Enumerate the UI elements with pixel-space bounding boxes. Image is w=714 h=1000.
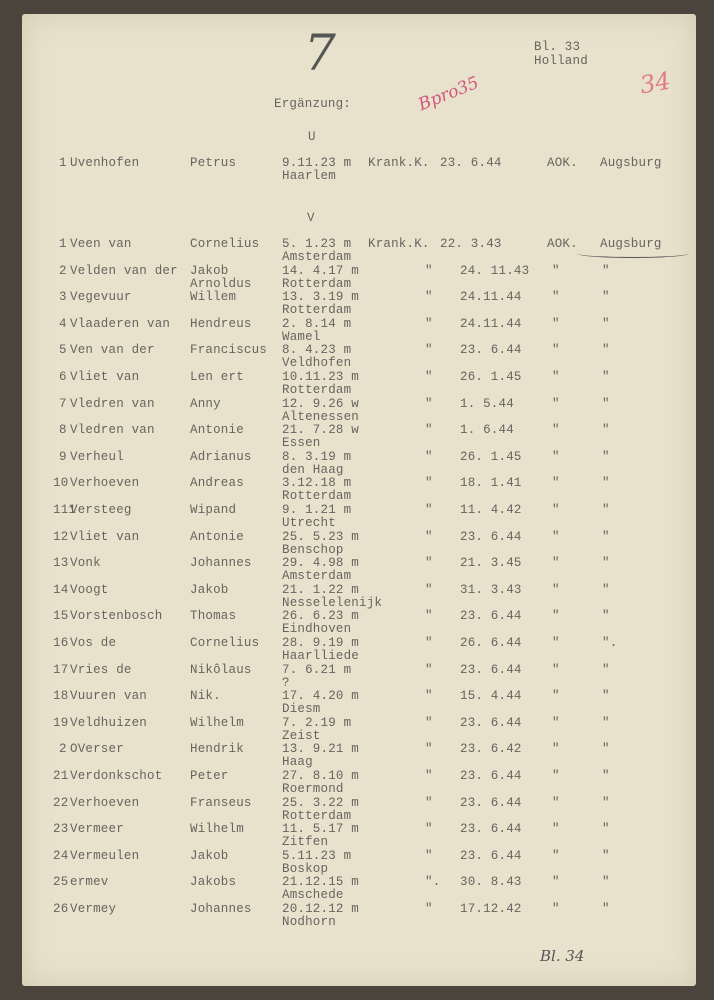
status: " xyxy=(425,397,433,411)
date: 18. 1.41 xyxy=(460,476,522,490)
surname: Voogt xyxy=(70,583,109,597)
status: " xyxy=(425,663,433,677)
surname: Verhoeven xyxy=(70,796,140,810)
row-number: 26 xyxy=(53,902,69,916)
surname: Veen van xyxy=(70,237,132,251)
unit: " xyxy=(552,716,560,730)
table-row xyxy=(22,424,696,450)
unit: " xyxy=(552,796,560,810)
city: " xyxy=(602,503,610,517)
unit: " xyxy=(552,556,560,570)
birth-place: Zitfen xyxy=(282,835,329,849)
birth-place: Essen xyxy=(282,436,321,450)
birth-place: Nesselelenijk xyxy=(282,596,383,610)
surname: Vliet van xyxy=(70,370,140,384)
surname: Vermeulen xyxy=(70,849,140,863)
city: " xyxy=(602,290,610,304)
unit: " xyxy=(552,476,560,490)
first-name: Petrus xyxy=(190,156,237,170)
city: " xyxy=(602,476,610,490)
birth-date: 26. 6.23 m xyxy=(282,609,360,623)
unit: AOK. xyxy=(547,237,578,251)
surname: Vegevuur xyxy=(70,290,132,304)
table-row xyxy=(22,265,696,291)
birth-place: Amsterdam xyxy=(282,250,352,264)
date: 31. 3.43 xyxy=(460,583,522,597)
date: 23. 6.44 xyxy=(460,609,522,623)
birth-date: 20.12.12 m xyxy=(282,902,360,916)
row-number: 2 xyxy=(59,264,67,278)
table-row xyxy=(22,770,696,796)
status: " xyxy=(425,450,433,464)
section-v-letter: V xyxy=(307,211,315,225)
first-name: Wilhelm xyxy=(190,822,244,836)
city: " xyxy=(602,742,610,756)
city: " xyxy=(602,716,610,730)
document-page xyxy=(22,14,696,986)
birth-place: Roermond xyxy=(282,782,344,796)
birth-date: 13. 9.21 m xyxy=(282,742,360,756)
surname: Vlaaderen van xyxy=(70,317,171,331)
birth-place: Zeist xyxy=(282,729,321,743)
first-name: Willem xyxy=(190,290,237,304)
unit: " xyxy=(552,530,560,544)
table-row xyxy=(22,903,696,929)
status: " xyxy=(425,264,433,278)
unit: " xyxy=(552,663,560,677)
surname: Verdonkschot xyxy=(70,769,163,783)
city: " xyxy=(602,902,610,916)
first-name: Johannes xyxy=(190,556,252,570)
sheet-number: Bl. 33 xyxy=(534,40,581,54)
date: 22. 3.43 xyxy=(440,237,502,251)
city: " xyxy=(602,423,610,437)
row-number: 17 xyxy=(53,663,69,677)
date: 26. 1.45 xyxy=(460,370,522,384)
birth-place: Altenessen xyxy=(282,410,360,424)
table-row xyxy=(22,504,696,530)
unit: " xyxy=(552,397,560,411)
first-name: Len ert xyxy=(190,370,244,384)
birth-date: 17. 4.20 m xyxy=(282,689,360,703)
city: " xyxy=(602,769,610,783)
row-number: 15 xyxy=(53,609,69,623)
row-number: 12 xyxy=(53,530,69,544)
first-name: Nikôlaus xyxy=(190,663,252,677)
row-number: 7 xyxy=(59,397,67,411)
status: ". xyxy=(425,875,441,889)
surname: Velden van der xyxy=(70,264,178,278)
table-row xyxy=(22,318,696,344)
row-number: 1 xyxy=(59,237,67,251)
table-row xyxy=(22,743,696,769)
birth-date: 2. 8.14 m xyxy=(282,317,352,331)
date: 23. 6.42 xyxy=(460,742,522,756)
date: 21. 3.45 xyxy=(460,556,522,570)
birth-place: Wamel xyxy=(282,330,321,344)
birth-place: Veldhofen xyxy=(282,356,352,370)
status: " xyxy=(425,556,433,570)
surname: Verheul xyxy=(70,450,124,464)
row-number: 8 xyxy=(59,423,67,437)
row-number: 19 xyxy=(53,716,69,730)
first-name: Jakob xyxy=(190,849,229,863)
city: " xyxy=(602,317,610,331)
birth-date: 25. 3.22 m xyxy=(282,796,360,810)
first-name: Adrianus xyxy=(190,450,252,464)
date: 24.11.44 xyxy=(460,290,522,304)
surname: Vermey xyxy=(70,902,117,916)
status: " xyxy=(425,370,433,384)
table-row xyxy=(22,637,696,663)
birth-date: 28. 9.19 m xyxy=(282,636,360,650)
unit: " xyxy=(552,849,560,863)
surname: Vuuren van xyxy=(70,689,148,703)
birth-place: den Haag xyxy=(282,463,344,477)
first-name: Jakob xyxy=(190,264,229,278)
city: " xyxy=(602,530,610,544)
city: " xyxy=(602,849,610,863)
row-number: 18 xyxy=(53,689,69,703)
unit: " xyxy=(552,769,560,783)
status: " xyxy=(425,796,433,810)
surname: ermev xyxy=(70,875,109,889)
birth-date: 3.12.18 m xyxy=(282,476,352,490)
table-row xyxy=(22,584,696,610)
status: " xyxy=(425,609,433,623)
birth-place: Eindhoven xyxy=(282,622,352,636)
date: 1. 5.44 xyxy=(460,397,514,411)
city: " xyxy=(602,343,610,357)
city: ". xyxy=(602,636,618,650)
first-name: Peter xyxy=(190,769,229,783)
date: 17.12.42 xyxy=(460,902,522,916)
table-row xyxy=(22,398,696,424)
unit: " xyxy=(552,583,560,597)
surname: Vermeer xyxy=(70,822,124,836)
table-row xyxy=(22,371,696,397)
city: " xyxy=(602,663,610,677)
status: " xyxy=(425,530,433,544)
surname: Veldhuizen xyxy=(70,716,148,730)
birth-date: 12. 9.26 w xyxy=(282,397,360,411)
birth-date: 25. 5.23 m xyxy=(282,530,360,544)
table-row xyxy=(22,664,696,690)
surname: Vonk xyxy=(70,556,101,570)
birth-place: Rotterdam xyxy=(282,383,352,397)
table-row xyxy=(22,823,696,849)
city: " xyxy=(602,450,610,464)
unit: " xyxy=(552,290,560,304)
surname: Vliet van xyxy=(70,530,140,544)
birth-place: ? xyxy=(282,676,290,690)
unit: " xyxy=(552,450,560,464)
table-row xyxy=(22,610,696,636)
first-name: Cornelius xyxy=(190,237,260,251)
date: 23. 6.44 xyxy=(460,796,522,810)
first-name: Wipand xyxy=(190,503,237,517)
unit: " xyxy=(552,343,560,357)
city: Augsburg xyxy=(600,156,662,170)
table-row xyxy=(22,797,696,823)
unit: " xyxy=(552,317,560,331)
table-row xyxy=(22,690,696,716)
date: 23. 6.44 xyxy=(460,343,522,357)
surname: Vries de xyxy=(70,663,132,677)
date: 24. 11.43 xyxy=(460,264,530,278)
birth-place: Amsterdam xyxy=(282,569,352,583)
status: " xyxy=(425,742,433,756)
surname: Vledren van xyxy=(70,423,155,437)
birth-date: 7. 2.19 m xyxy=(282,716,352,730)
birth-date: 21. 7.28 w xyxy=(282,423,360,437)
row-number: 13 xyxy=(53,556,69,570)
next-sheet-mark: Bl. 34 xyxy=(540,947,585,965)
unit: " xyxy=(552,636,560,650)
row-number: 16 xyxy=(53,636,69,650)
row-number: 5 xyxy=(59,343,67,357)
status: " xyxy=(425,343,433,357)
row-number: 2 xyxy=(59,742,67,756)
row-number: 3 xyxy=(59,290,67,304)
city: " xyxy=(602,264,610,278)
birth-place: Rotterdam xyxy=(282,277,352,291)
page-mark: 34 xyxy=(637,66,673,100)
birth-date: 21. 1.22 m xyxy=(282,583,360,597)
birth-date: 14. 4.17 m xyxy=(282,264,360,278)
city: " xyxy=(602,875,610,889)
row-number: 9 xyxy=(59,450,67,464)
city: " xyxy=(602,822,610,836)
row-number: 22 xyxy=(53,796,69,810)
table-row xyxy=(22,477,696,503)
row-number: 21 xyxy=(53,769,69,783)
date: 30. 8.43 xyxy=(460,875,522,889)
first-name: Antonie xyxy=(190,530,244,544)
status: " xyxy=(425,716,433,730)
birth-place: Haarlliede xyxy=(282,649,360,663)
status: " xyxy=(425,503,433,517)
first-name: Nik. xyxy=(190,689,221,703)
unit: " xyxy=(552,370,560,384)
city: Augsburg xyxy=(600,237,662,251)
unit: AOK. xyxy=(547,156,578,170)
status: " xyxy=(425,689,433,703)
first-name: Jakobs xyxy=(190,875,237,889)
first-name: Cornelius xyxy=(190,636,260,650)
status: " xyxy=(425,902,433,916)
surname: OVerser xyxy=(70,742,124,756)
surname: Verhoeven xyxy=(70,476,140,490)
birth-place: Utrecht xyxy=(282,516,336,530)
birth-date: 8. 4.23 m xyxy=(282,343,352,357)
birth-date: 9. 1.21 m xyxy=(282,503,352,517)
row-number: 1 xyxy=(59,156,67,170)
first-name: Andreas xyxy=(190,476,244,490)
birth-date: 8. 3.19 m xyxy=(282,450,352,464)
birth-place: Amschede xyxy=(282,888,344,902)
birth-date: 9.11.23 m xyxy=(282,156,352,170)
surname: Vledren van xyxy=(70,397,155,411)
date: 11. 4.42 xyxy=(460,503,522,517)
birth-place: Diesm xyxy=(282,702,321,716)
augsburg-underline xyxy=(577,249,689,258)
status: " xyxy=(425,423,433,437)
city: " xyxy=(602,370,610,384)
row-number: 24 xyxy=(53,849,69,863)
first-name-2: Arnoldus xyxy=(190,277,252,291)
birth-date: 21.12.15 m xyxy=(282,875,360,889)
table-row xyxy=(22,344,696,370)
status: " xyxy=(425,476,433,490)
row-number: 10 xyxy=(53,476,69,490)
city: " xyxy=(602,609,610,623)
unit: " xyxy=(552,875,560,889)
unit: " xyxy=(552,689,560,703)
row-number: 14 xyxy=(53,583,69,597)
birth-place: Rotterdam xyxy=(282,489,352,503)
birth-place: Haag xyxy=(282,755,313,769)
date: 24.11.44 xyxy=(460,317,522,331)
birth-date: 29. 4.98 m xyxy=(282,556,360,570)
first-name: Anny xyxy=(190,397,221,411)
surname: Versteeg xyxy=(70,503,132,517)
first-name: Franseus xyxy=(190,796,252,810)
date: 23. 6.44 xyxy=(460,822,522,836)
date: 15. 4.44 xyxy=(460,689,522,703)
birth-date: 27. 8.10 m xyxy=(282,769,360,783)
unit: " xyxy=(552,609,560,623)
table-row xyxy=(22,876,696,902)
surname: Uvenhofen xyxy=(70,156,140,170)
row-number: 6 xyxy=(59,370,67,384)
status: " xyxy=(425,769,433,783)
first-name: Hendrik xyxy=(190,742,244,756)
surname: Vos de xyxy=(70,636,117,650)
table-row xyxy=(22,531,696,557)
city: " xyxy=(602,583,610,597)
unit: " xyxy=(552,822,560,836)
first-name: Franciscus xyxy=(190,343,268,357)
birth-place: Rotterdam xyxy=(282,303,352,317)
first-name: Thomas xyxy=(190,609,237,623)
date: 23. 6.44 xyxy=(440,156,502,170)
first-name: Antonie xyxy=(190,423,244,437)
row-number: 25 xyxy=(53,875,69,889)
date: 23. 6.44 xyxy=(460,716,522,730)
birth-place: Boskop xyxy=(282,862,329,876)
unit: " xyxy=(552,503,560,517)
table-row xyxy=(22,850,696,876)
surname: Vorstenbosch xyxy=(70,609,163,623)
unit: " xyxy=(552,264,560,278)
section-mark: 7 xyxy=(304,24,336,82)
status: " xyxy=(425,290,433,304)
city: " xyxy=(602,397,610,411)
row-number: 111 xyxy=(53,503,77,517)
section-u-letter: U xyxy=(308,130,316,144)
date: 1. 6.44 xyxy=(460,423,514,437)
date: 23. 6.44 xyxy=(460,530,522,544)
status: " xyxy=(425,317,433,331)
surname: Ven van der xyxy=(70,343,155,357)
date: 23. 6.44 xyxy=(460,769,522,783)
status: " xyxy=(425,849,433,863)
city: " xyxy=(602,796,610,810)
first-name: Hendreus xyxy=(190,317,252,331)
birth-place: Nodhorn xyxy=(282,915,336,929)
birth-date: 7. 6.21 m xyxy=(282,663,352,677)
birth-date: 10.11.23 m xyxy=(282,370,360,384)
status: " xyxy=(425,822,433,836)
date: 23. 6.44 xyxy=(460,663,522,677)
table-row xyxy=(22,557,696,583)
status: Krank.K. xyxy=(368,237,430,251)
table-row xyxy=(22,717,696,743)
unit: " xyxy=(552,742,560,756)
birth-place: Benschop xyxy=(282,543,344,557)
table-row xyxy=(22,451,696,477)
birth-date: 13. 3.19 m xyxy=(282,290,360,304)
first-name: Johannes xyxy=(190,902,252,916)
unit: " xyxy=(552,423,560,437)
city: " xyxy=(602,556,610,570)
date: 23. 6.44 xyxy=(460,849,522,863)
first-name: Wilhelm xyxy=(190,716,244,730)
birth-date: 5. 1.23 m xyxy=(282,237,352,251)
birth-date: 5.11.23 m xyxy=(282,849,352,863)
page-title: Ergänzung: xyxy=(274,97,352,111)
birth-date: 11. 5.17 m xyxy=(282,822,360,836)
table-row xyxy=(22,157,696,183)
country: Holland xyxy=(534,54,588,68)
status: Krank.K. xyxy=(368,156,430,170)
birth-place: Rotterdam xyxy=(282,809,352,823)
table-row xyxy=(22,291,696,317)
row-number: 4 xyxy=(59,317,67,331)
status: " xyxy=(425,583,433,597)
unit: " xyxy=(552,902,560,916)
date: 26. 6.44 xyxy=(460,636,522,650)
date: 26. 1.45 xyxy=(460,450,522,464)
city: " xyxy=(602,689,610,703)
birth-place: Haarlem xyxy=(282,169,336,183)
row-number: 23 xyxy=(53,822,69,836)
first-name: Jakob xyxy=(190,583,229,597)
red-annotation: Bpro35 xyxy=(415,72,482,116)
status: " xyxy=(425,636,433,650)
